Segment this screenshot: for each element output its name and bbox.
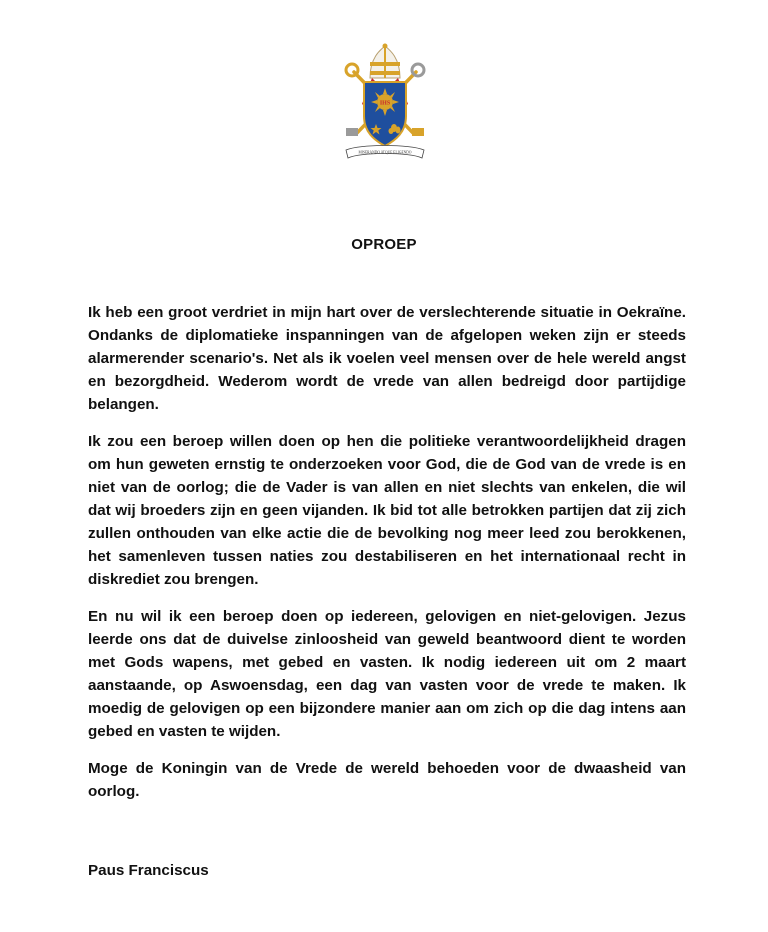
paragraph: Ik heb een groot verdriet in mijn hart over de verslechterende situatie in Oekraïne. Ondanks de diplomatieke inspanningen van de afgelopen weken zijn er steeds alarmerender scenario's. Net als ik voelen veel mensen over de hele wereld angst en bezorgdheid. Wederom wordt de vrede van allen bedreigd door partijdige belangen. [88, 304, 686, 413]
svg-text:MISERANDO ATQUE ELIGENDO: MISERANDO ATQUE ELIGENDO [358, 150, 412, 155]
page-title: OPROEP [351, 236, 417, 253]
signature: Paus Franciscus [88, 862, 209, 879]
paragraph: En nu wil ik een beroep doen op iedereen, gelovigen en niet-gelovigen. Jezus leerde ons dat de duivelse zinloosheid van geweld beantwoord dient te worden met Gods wapens, met gebed en vasten. Ik nodig iedereen uit om 2 maart aanstaande, op Aswoensdag, een dag van vasten voor de vrede te maken. Ik moedig de gelovigen op een bijzondere manier aan om zich op die dag intens aan gebed en vasten te wijden. [88, 608, 686, 740]
paragraph: Moge de Koningin van de Vrede de wereld behoeden voor de dwaasheid van oorlog. [88, 760, 686, 800]
document-body [88, 301, 686, 817]
papal-coat-of-arms-icon [340, 42, 430, 160]
svg-text:IHS: IHS [379, 100, 391, 107]
paragraph: Ik zou een beroep willen doen op hen die politieke verantwoordelijkheid dragen om hun geweten ernstig te onderzoeken voor God, die de God van de vrede is en niet van de oorlog; die de Vader is van allen en niet slechts van enkelen, die wil dat wij broeders zijn en geen vijanden. Ik bid tot alle betrokken partijen dat zij zich zullen onthouden van elke actie die de bevolking nog meer leed zou berokkenen, het samenleven tussen naties zou destabiliseren en het internationaal recht in diskrediet zou brengen. [88, 433, 686, 588]
